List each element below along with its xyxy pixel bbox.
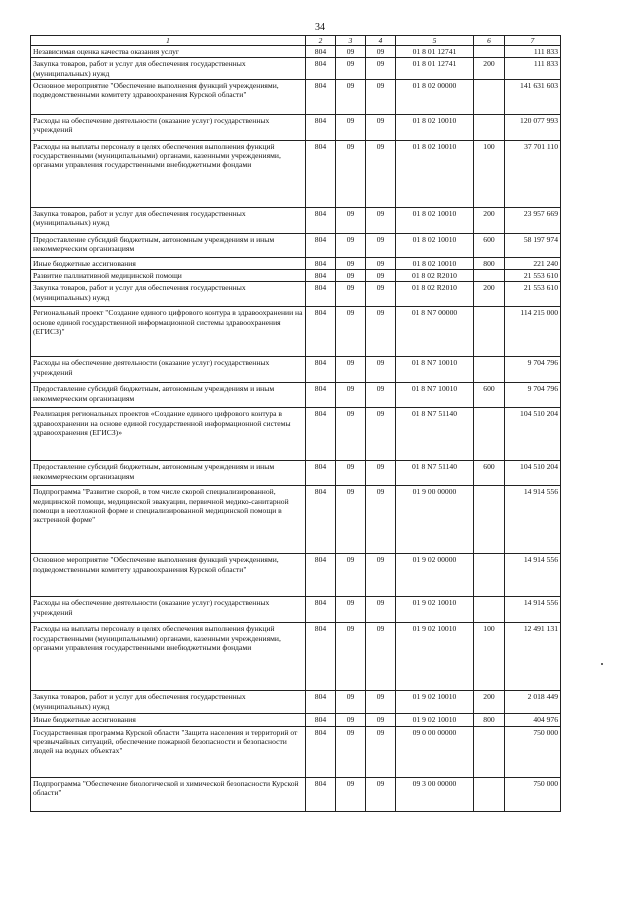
- row-pr-cell: 09: [366, 46, 396, 58]
- row-pr-cell: 09: [366, 554, 396, 597]
- table-row: [31, 777, 561, 811]
- row-csr-cell: 01 8 02 10010: [396, 140, 474, 207]
- row-name-cell: Основное мероприятие "Обеспечение выполнения функций учреждениями, подведомственными комитету здравоохранения Курской области": [31, 554, 306, 597]
- row-csr-cell: 01 8 N7 10010: [396, 357, 474, 383]
- row-ved-cell: 804: [306, 357, 336, 383]
- row-vr-cell: [474, 79, 505, 114]
- row-name-cell: Основное мероприятие "Обеспечение выполнения функций учреждениями, подведомственными комитету здравоохранения Курской области": [31, 79, 306, 114]
- row-csr-cell: 01 8 N7 51140: [396, 461, 474, 486]
- row-ved-cell: 804: [306, 140, 336, 207]
- row-name-cell: Региональный проект "Создание единого цифрового контура в здравоохранении на основе единой государственной информационной системы здравоохранения (ЕГИСЗ)": [31, 307, 306, 357]
- row-csr-cell: 01 8 N7 00000: [396, 307, 474, 357]
- row-ved-cell: 804: [306, 597, 336, 623]
- row-csr-cell: 01 8 02 R2010: [396, 282, 474, 307]
- row-sum-cell: 14 914 556: [505, 486, 561, 554]
- table-row: [31, 207, 561, 233]
- row-csr-cell: 01 8 N7 51140: [396, 408, 474, 461]
- row-csr-cell: 01 8 01 12741: [396, 58, 474, 80]
- row-vr-cell: 200: [474, 691, 505, 714]
- row-csr-cell: 09 3 00 00000: [396, 777, 474, 811]
- row-rz-cell: 09: [336, 207, 366, 233]
- table-row: [31, 257, 561, 269]
- row-ved-cell: 804: [306, 114, 336, 140]
- header-col-sum: 7: [505, 36, 561, 46]
- row-name-cell: Предоставление субсидий бюджетным, автономным учреждениям и иным некоммерческим организациям: [31, 383, 306, 408]
- table-row: [31, 282, 561, 307]
- row-ved-cell: 804: [306, 383, 336, 408]
- row-pr-cell: 09: [366, 58, 396, 80]
- row-vr-cell: [474, 597, 505, 623]
- row-vr-cell: [474, 357, 505, 383]
- row-rz-cell: 09: [336, 282, 366, 307]
- row-ved-cell: 804: [306, 79, 336, 114]
- table-row: [31, 307, 561, 357]
- row-pr-cell: 09: [366, 140, 396, 207]
- row-vr-cell: 600: [474, 461, 505, 486]
- row-sum-cell: 58 197 974: [505, 233, 561, 257]
- row-rz-cell: 09: [336, 114, 366, 140]
- row-rz-cell: 09: [336, 233, 366, 257]
- row-ved-cell: 804: [306, 486, 336, 554]
- scan-dot: [601, 663, 603, 665]
- table-row: [31, 270, 561, 282]
- row-sum-cell: 104 510 204: [505, 461, 561, 486]
- row-pr-cell: 09: [366, 383, 396, 408]
- row-csr-cell: 01 8 02 10010: [396, 233, 474, 257]
- row-name-cell: Закупка товаров, работ и услуг для обеспечения государственных (муниципальных) нужд: [31, 691, 306, 714]
- table-row: [31, 46, 561, 58]
- row-pr-cell: 09: [366, 486, 396, 554]
- header-col-name: 1: [31, 36, 306, 46]
- row-ved-cell: 804: [306, 282, 336, 307]
- row-vr-cell: 800: [474, 257, 505, 269]
- row-name-cell: Расходы на обеспечение деятельности (оказание услуг) государственных учреждений: [31, 597, 306, 623]
- row-rz-cell: 09: [336, 714, 366, 726]
- row-name-cell: Государственная программа Курской области "Защита населения и территорий от чрезвычайных ситуаций, обеспечение пожарной безопасности и безопасности людей на водных объектах": [31, 726, 306, 777]
- row-sum-cell: 2 018 449: [505, 691, 561, 714]
- row-vr-cell: [474, 486, 505, 554]
- row-csr-cell: 01 9 02 10010: [396, 597, 474, 623]
- row-vr-cell: 100: [474, 623, 505, 691]
- row-csr-cell: 01 9 02 10010: [396, 691, 474, 714]
- row-rz-cell: 09: [336, 58, 366, 80]
- table-row: [31, 408, 561, 461]
- table-row: [31, 623, 561, 691]
- table-row: [31, 357, 561, 383]
- row-pr-cell: 09: [366, 270, 396, 282]
- row-name-cell: Предоставление субсидий бюджетным, автономным учреждениям и иным некоммерческим организациям: [31, 233, 306, 257]
- row-ved-cell: 804: [306, 58, 336, 80]
- table-row: [31, 140, 561, 207]
- header-col-ved: 2: [306, 36, 336, 46]
- budget-table: [30, 35, 561, 812]
- row-sum-cell: 750 000: [505, 777, 561, 811]
- row-rz-cell: 09: [336, 383, 366, 408]
- row-sum-cell: 23 957 669: [505, 207, 561, 233]
- row-sum-cell: 14 914 556: [505, 597, 561, 623]
- row-csr-cell: 01 9 02 10010: [396, 714, 474, 726]
- row-vr-cell: [474, 777, 505, 811]
- row-ved-cell: 804: [306, 257, 336, 269]
- row-name-cell: Предоставление субсидий бюджетным, автономным учреждениям и иным некоммерческим организациям: [31, 461, 306, 486]
- table-row: [31, 714, 561, 726]
- row-ved-cell: 804: [306, 307, 336, 357]
- row-name-cell: Расходы на обеспечение деятельности (оказание услуг) государственных учреждений: [31, 114, 306, 140]
- table-row: [31, 554, 561, 597]
- row-sum-cell: 141 631 603: [505, 79, 561, 114]
- table-row: [31, 79, 561, 114]
- row-rz-cell: 09: [336, 46, 366, 58]
- row-name-cell: Иные бюджетные ассигнования: [31, 257, 306, 269]
- row-vr-cell: 200: [474, 282, 505, 307]
- row-name-cell: Иные бюджетные ассигнования: [31, 714, 306, 726]
- row-pr-cell: 09: [366, 623, 396, 691]
- row-csr-cell: 01 9 02 00000: [396, 554, 474, 597]
- row-csr-cell: 01 8 02 10010: [396, 207, 474, 233]
- row-vr-cell: [474, 270, 505, 282]
- row-vr-cell: [474, 114, 505, 140]
- row-ved-cell: 804: [306, 408, 336, 461]
- row-csr-cell: 01 9 00 00000: [396, 486, 474, 554]
- row-sum-cell: 111 833: [505, 58, 561, 80]
- header-col-vr: 6: [474, 36, 505, 46]
- row-ved-cell: 804: [306, 233, 336, 257]
- row-rz-cell: 09: [336, 554, 366, 597]
- row-ved-cell: 804: [306, 461, 336, 486]
- row-pr-cell: 09: [366, 726, 396, 777]
- row-vr-cell: 600: [474, 233, 505, 257]
- row-csr-cell: 01 9 02 10010: [396, 623, 474, 691]
- header-col-rz: 3: [336, 36, 366, 46]
- row-pr-cell: 09: [366, 461, 396, 486]
- header-col-csr: 5: [396, 36, 474, 46]
- row-pr-cell: 09: [366, 282, 396, 307]
- row-sum-cell: 21 553 610: [505, 270, 561, 282]
- row-sum-cell: 21 553 610: [505, 282, 561, 307]
- row-sum-cell: 9 704 796: [505, 357, 561, 383]
- row-ved-cell: 804: [306, 623, 336, 691]
- row-rz-cell: 09: [336, 79, 366, 114]
- row-pr-cell: 09: [366, 79, 396, 114]
- table-row: [31, 383, 561, 408]
- row-rz-cell: 09: [336, 307, 366, 357]
- row-pr-cell: 09: [366, 408, 396, 461]
- row-pr-cell: 09: [366, 257, 396, 269]
- row-csr-cell: 01 8 02 10010: [396, 257, 474, 269]
- table-row: [31, 597, 561, 623]
- row-pr-cell: 09: [366, 233, 396, 257]
- row-name-cell: Подпрограмма "Обеспечение биологической и химической безопасности Курской области": [31, 777, 306, 811]
- row-name-cell: Расходы на выплаты персоналу в целях обеспечения выполнения функций государственными (муниципальными) органами, казенными учреждениями, органами управления государственными внебюджетными фондами: [31, 623, 306, 691]
- row-vr-cell: [474, 554, 505, 597]
- row-vr-cell: [474, 726, 505, 777]
- row-name-cell: Закупка товаров, работ и услуг для обеспечения государственных (муниципальных) нужд: [31, 282, 306, 307]
- row-sum-cell: 221 240: [505, 257, 561, 269]
- row-ved-cell: 804: [306, 207, 336, 233]
- table-row: [31, 691, 561, 714]
- row-csr-cell: 01 8 01 12741: [396, 46, 474, 58]
- row-ved-cell: 804: [306, 554, 336, 597]
- row-name-cell: Расходы на обеспечение деятельности (оказание услуг) государственных учреждений: [31, 357, 306, 383]
- row-name-cell: Реализация региональных проектов «Создание единого цифрового контура в здравоохранении на основе единой государственной информационной системы здравоохранения (ЕГИСЗ)»: [31, 408, 306, 461]
- row-sum-cell: 14 914 556: [505, 554, 561, 597]
- row-rz-cell: 09: [336, 357, 366, 383]
- row-ved-cell: 804: [306, 691, 336, 714]
- row-pr-cell: 09: [366, 597, 396, 623]
- row-rz-cell: 09: [336, 486, 366, 554]
- row-ved-cell: 804: [306, 714, 336, 726]
- row-ved-cell: 804: [306, 777, 336, 811]
- row-name-cell: Подпрограмма "Развитие скорой, в том числе скорой специализированной, медицинской помощи, медицинской эвакуации, первичной медико-санитарной помощи в неотложной форме и специализированной медицинской помощи в экстренной форме": [31, 486, 306, 554]
- row-ved-cell: 804: [306, 270, 336, 282]
- row-name-cell: Закупка товаров, работ и услуг для обеспечения государственных (муниципальных) нужд: [31, 207, 306, 233]
- row-pr-cell: 09: [366, 357, 396, 383]
- row-csr-cell: 01 8 02 00000: [396, 79, 474, 114]
- row-pr-cell: 09: [366, 714, 396, 726]
- row-rz-cell: 09: [336, 623, 366, 691]
- row-sum-cell: 104 510 204: [505, 408, 561, 461]
- row-rz-cell: 09: [336, 597, 366, 623]
- header-row: [31, 36, 561, 46]
- row-sum-cell: 114 215 000: [505, 307, 561, 357]
- row-sum-cell: 12 491 131: [505, 623, 561, 691]
- row-rz-cell: 09: [336, 140, 366, 207]
- row-csr-cell: 01 8 N7 10010: [396, 383, 474, 408]
- row-rz-cell: 09: [336, 691, 366, 714]
- header-col-pr: 4: [366, 36, 396, 46]
- row-rz-cell: 09: [336, 777, 366, 811]
- row-rz-cell: 09: [336, 408, 366, 461]
- row-name-cell: Расходы на выплаты персоналу в целях обеспечения выполнения функций государственными (муниципальными) органами, казенными учреждениями, органами управления государственными внебюджетными фондами: [31, 140, 306, 207]
- row-vr-cell: 200: [474, 58, 505, 80]
- row-vr-cell: 600: [474, 383, 505, 408]
- row-sum-cell: 750 000: [505, 726, 561, 777]
- row-sum-cell: 120 077 993: [505, 114, 561, 140]
- row-rz-cell: 09: [336, 270, 366, 282]
- row-rz-cell: 09: [336, 257, 366, 269]
- row-sum-cell: 404 976: [505, 714, 561, 726]
- row-name-cell: Развитие паллиативной медицинской помощи: [31, 270, 306, 282]
- row-rz-cell: 09: [336, 461, 366, 486]
- row-sum-cell: 111 833: [505, 46, 561, 58]
- table-row: [31, 461, 561, 486]
- row-pr-cell: 09: [366, 114, 396, 140]
- table-row: [31, 726, 561, 777]
- page-number: 34: [315, 22, 325, 33]
- row-csr-cell: 09 0 00 00000: [396, 726, 474, 777]
- row-csr-cell: 01 8 02 10010: [396, 114, 474, 140]
- row-name-cell: Независимая оценка качества оказания услуг: [31, 46, 306, 58]
- row-ved-cell: 804: [306, 726, 336, 777]
- row-vr-cell: [474, 307, 505, 357]
- row-vr-cell: [474, 46, 505, 58]
- table-row: [31, 233, 561, 257]
- row-name-cell: Закупка товаров, работ и услуг для обеспечения государственных (муниципальных) нужд: [31, 58, 306, 80]
- row-vr-cell: [474, 408, 505, 461]
- row-vr-cell: 100: [474, 140, 505, 207]
- table-row: [31, 486, 561, 554]
- row-sum-cell: 37 701 110: [505, 140, 561, 207]
- row-vr-cell: 200: [474, 207, 505, 233]
- table-row: [31, 58, 561, 80]
- row-pr-cell: 09: [366, 691, 396, 714]
- row-pr-cell: 09: [366, 777, 396, 811]
- table-row: [31, 114, 561, 140]
- row-csr-cell: 01 8 02 R2010: [396, 270, 474, 282]
- row-pr-cell: 09: [366, 307, 396, 357]
- row-ved-cell: 804: [306, 46, 336, 58]
- row-vr-cell: 800: [474, 714, 505, 726]
- row-sum-cell: 9 704 796: [505, 383, 561, 408]
- row-pr-cell: 09: [366, 207, 396, 233]
- row-rz-cell: 09: [336, 726, 366, 777]
